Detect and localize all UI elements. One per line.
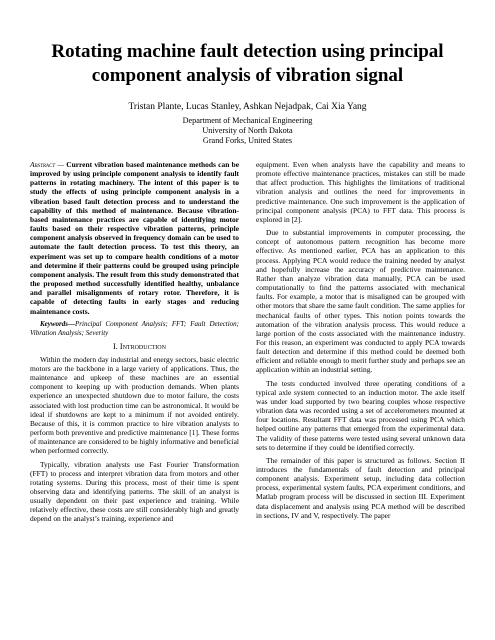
affiliation-department: Department of Mechanical Engineering (182, 116, 313, 125)
body-paragraph: The tests conducted involved three operating conditions of a typical axle system connected to an induction motor. The axle itself was under load supported by two bearing couples whose respective vibration data was recorded using a set of accelerometers mounted at four locations. Resultant FFT data was processed using PCA which helped outline any patterns that emerged from the experimental data. The validity of these patterns were tested using several unknown data sets to determine if they could be identified correctly. (256, 378, 465, 452)
keywords-text: Principal Component Analysis; FFT; Fault Detection; Vibration Analysis; Severity (30, 319, 239, 337)
intro-paragraph: Typically, vibration analysts use Fast Fourier Transformation (FFT) to process and interpret vibration data from motors and other rotating systems. During this process, most of their time is spent observing data and identifying patterns. The skill of an analyst is usually dependent on their past experience and training. While relatively effective, these costs are still considerably high and greatly depend on the analyst’s training, experience and (30, 459, 239, 524)
abstract-label: Abstract — (30, 160, 64, 169)
right-column (256, 160, 465, 520)
keywords (30, 320, 239, 338)
left-column (30, 160, 239, 524)
body-paragraph: Due to substantial improvements in computer processing, the concept of autonomous pattern recognition has become more effective. As mentioned earlier, PCA has an application to this process. Applying PCA would reduce the training needed by analyst and hopefully increase the accuracy of predictive maintenance. Rather than analyze vibration data manually, PCA can be used computationally to find the patterns associated with mechanical faults. For example, a motor that is misaligned can be grouped with other motors that share the same fault condition. The same applies for mechanical faults of other types. This notion points towards the automation of the vibration analysis process. This would reduce a large portion of the costs associated with the maintenance industry. For this reason, an experiment was conducted to apply PCA towards fault detection and determine if this method could be deemed both efficient and reliable enough to merit further study and perhaps see an application within an industrial setting. (256, 228, 465, 375)
abstract (30, 160, 239, 316)
author-list: Tristan Plante, Lucas Stanley, Ashkan Nejadpak, Cai Xia Yang (128, 102, 367, 112)
intro-paragraph: Within the modern day industrial and energy sectors, basic electric motors are the backbone in a large variety of applications. Thus, the maintenance and upkeep of these machines are an essential component to keeping up with production demands. When plants experience an unexpected shutdown due to motor failure, the costs associated with lost production time can be astronomical. It would be ideal if shutdowns are kept to a minimum if not avoided entirely. Because of this, it is common practice to hire vibration analysts to perform both preventive and predictive maintenance [1]. These forms of maintenance are considered to be highly informative and beneficial when performed correctly. (30, 354, 239, 456)
section-heading-introduction: I. Introduction (113, 341, 166, 351)
body-paragraph: equipment. Even when analysts have the capability and means to promote effective maintenance practices, mistakes can still be made that affect production. This highlights the limitations of traditional vibration analysis and outlines the need for improvements in predictive maintenance. One such improvement is the application of principal component analysis (PCA) to FFT data. This process is explored in [2]. (256, 160, 465, 224)
affiliation-location: Grand Forks, United States (202, 136, 293, 146)
abstract-text: Current vibration based maintenance methods can be improved by using principle component analysis to identify fault patterns in rotating machinery. The intent of this paper is to study the effects of using principle component analysis in a vibration based fault detection process and to understand the capability of this method of maintenance. Because vibration-based maintenance practices are capable of identifying motor faults based on their respective vibration patterns, principle component analysis observed in frequency domain can be used to automate the fault detection process. To test this theory, an experiment was set up to compare health conditions of a motor and determine if their patterns could be grouped using principle component analysis. The result from this study demonstrated that the proposed method successfully identified healthy, unbalance and parallel misalignments of rotary rotor. Therefore, it is capable of detecting faults in early stages and reducing maintenance costs. (30, 160, 240, 316)
keywords-label: Keywords— (40, 319, 75, 328)
affiliation-university: University of North Dakota (202, 126, 293, 136)
affiliation (0, 116, 495, 147)
body-paragraph: The remainder of this paper is structured as follows. Section II introduces the fundamentals of fault detection and principal component analysis. Experiment setup, including data collection process, experimental system faults, PCA experiment conditions, and Matlab program process will be discussed in section III. Experiment data displacement and analysis using PCA method will be described in sections, IV and V, respectively. The paper (256, 455, 465, 520)
paper-title: Rotating machine fault detection using principal component analysis of vibration signal (51, 41, 444, 86)
